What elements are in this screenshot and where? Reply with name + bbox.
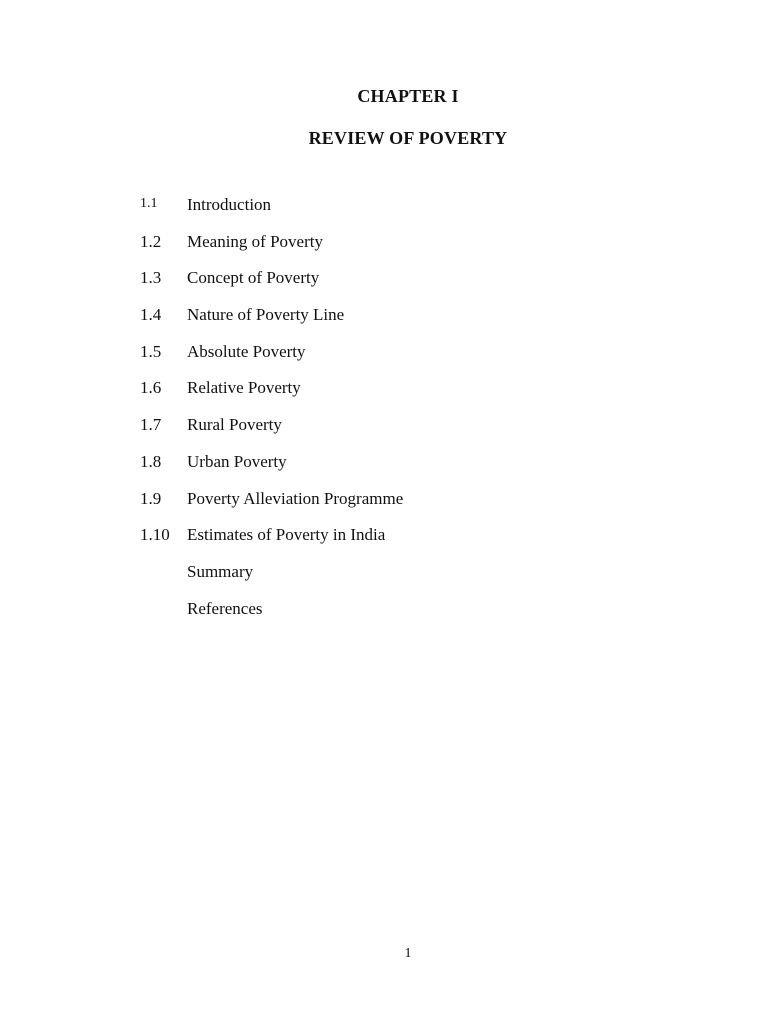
toc-item-number: 1.9 — [140, 488, 162, 508]
toc-item — [140, 561, 660, 598]
toc-item-label: Meaning of Poverty — [187, 231, 323, 251]
toc-item-number: 1.7 — [140, 415, 162, 435]
toc-item-number: 1.2 — [140, 231, 162, 251]
chapter-title: CHAPTER I — [357, 86, 459, 106]
toc-item-label: References — [187, 598, 263, 618]
toc-item-label: Estimates of Poverty in India — [187, 525, 386, 545]
toc-item-number: 1.6 — [140, 378, 162, 398]
toc-item — [140, 267, 660, 304]
toc-item-label: Poverty Alleviation Programme — [187, 488, 404, 508]
toc-item-number: 1.1 — [140, 196, 158, 211]
toc-item-label: Relative Poverty — [187, 378, 301, 398]
table-of-contents — [140, 194, 660, 634]
toc-item — [140, 377, 660, 414]
toc-item — [140, 414, 660, 451]
toc-item-number: 1.3 — [140, 268, 162, 288]
toc-item-label: Introduction — [187, 195, 272, 214]
toc-item — [140, 304, 660, 341]
page-number: 1 — [404, 946, 412, 961]
toc-item — [140, 341, 660, 378]
toc-item-number: 1.10 — [140, 525, 170, 545]
toc-item-number: 1.8 — [140, 451, 162, 471]
toc-item-number: 1.4 — [140, 305, 162, 325]
toc-item — [140, 194, 660, 231]
toc-item-label: Rural Poverty — [187, 415, 282, 435]
toc-item-number: 1.5 — [140, 341, 162, 361]
toc-item-label: Absolute Poverty — [187, 341, 306, 361]
toc-item-label: Concept of Poverty — [187, 268, 320, 288]
toc-item-label: Urban Poverty — [187, 451, 287, 471]
toc-item — [140, 598, 660, 635]
toc-item — [140, 524, 660, 561]
toc-item — [140, 488, 660, 525]
toc-item-label: Nature of Poverty Line — [187, 305, 345, 325]
toc-item — [140, 451, 660, 488]
toc-item — [140, 231, 660, 268]
chapter-subtitle: REVIEW OF POVERTY — [308, 128, 508, 148]
toc-item-label: Summary — [187, 561, 254, 581]
